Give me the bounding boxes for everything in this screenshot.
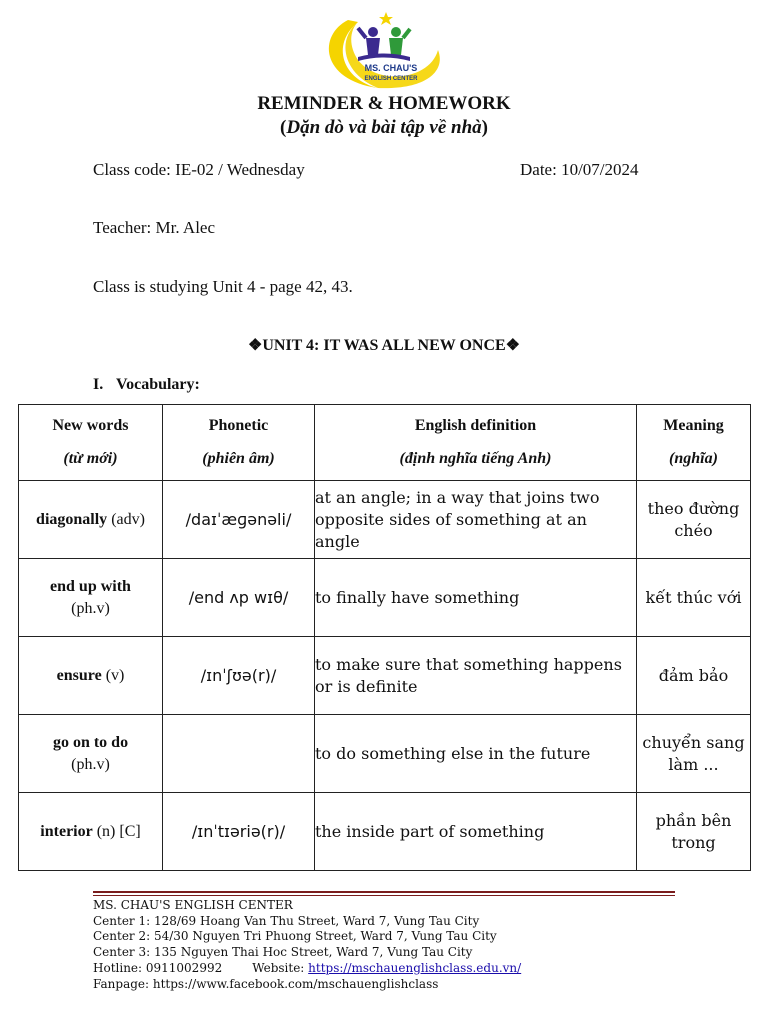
meaning-cell: theo đường chéo [637, 481, 751, 559]
definition-cell: the inside part of something [315, 793, 637, 871]
word-cell [19, 715, 163, 793]
table-row [19, 637, 751, 715]
logo-book-icon [358, 54, 410, 62]
meaning-cell: phần bên trong [637, 793, 751, 871]
footer-contact-line [93, 961, 521, 977]
definition-cell: to finally have something [315, 559, 637, 637]
header-label: English definition [414, 417, 537, 434]
section-number: I. [93, 376, 104, 393]
header-label: New words [52, 417, 129, 434]
phonetic-cell: /end ʌp wɪθ/ [163, 559, 315, 637]
part-of-speech: (ph.v) [71, 599, 110, 617]
subtitle-open-paren: ( [280, 117, 287, 138]
header-sub: (phiên âm) [202, 450, 275, 467]
word-cell [19, 793, 163, 871]
header-label: Meaning [663, 417, 724, 434]
footer-center1: Center 1: 128/69 Hoang Van Thu Street, Ward 7, Vung Tau City [93, 913, 480, 928]
header-sub: (nghĩa) [669, 450, 718, 467]
footer-center3: Center 3: 135 Nguyen Thai Hoc Street, Ward 7, Vung Tau City [93, 945, 473, 960]
logo-text-line2: ENGLISH CENTER [364, 76, 418, 82]
phonetic-cell: /ɪnˈʃʊə(r)/ [163, 637, 315, 715]
phonetic-cell: /ɪnˈtɪəriə(r)/ [163, 793, 315, 871]
footer-divider-thin [93, 895, 675, 896]
subtitle-vietnamese: Dặn dò và bài tập về nhà [286, 117, 482, 138]
website-link[interactable]: https://mschauenglishclass.edu.vn/ [308, 960, 522, 975]
word: go on to do [52, 733, 129, 751]
header-sub: (định nghĩa tiếng Anh) [399, 450, 552, 467]
header-label: Phonetic [208, 417, 269, 434]
section-heading [93, 375, 200, 395]
header-definition [315, 405, 637, 481]
meaning-cell: kết thúc với [637, 559, 751, 637]
part-of-speech: (ph.v) [71, 755, 110, 773]
footer-fanpage: Fanpage: https://www.facebook.com/mschauenglishclass [93, 976, 439, 991]
subtitle-close-paren: ) [481, 117, 488, 138]
word-cell [19, 559, 163, 637]
meaning-cell: đảm bảo [637, 637, 751, 715]
footer-center-name: MS. CHAU'S ENGLISH CENTER [93, 898, 293, 912]
word: interior [40, 822, 93, 840]
footer-divider [93, 891, 675, 893]
header-new-words [19, 405, 163, 481]
definition-cell: at an angle; in a way that joins two opposite sides of something at an angle [315, 481, 637, 559]
word: ensure [56, 666, 102, 684]
table-row [19, 793, 751, 871]
vocabulary-table [18, 404, 751, 871]
definition-cell: to make sure that something happens or is definite [315, 637, 637, 715]
footer-hotline: Hotline: 0911002992 [93, 960, 223, 975]
table-row [19, 481, 751, 559]
teacher: Teacher: Mr. Alec [93, 218, 216, 237]
header-sub: (từ mới) [63, 450, 118, 467]
part-of-speech: (v) [105, 666, 125, 684]
page-title: REMINDER & HOMEWORK [257, 93, 511, 114]
date: Date: 10/07/2024 [520, 160, 639, 179]
logo-text-line1: MS. CHAU'S [364, 63, 418, 73]
center-logo [318, 10, 452, 90]
footer-website-label: Website: [252, 960, 305, 975]
unit-heading: ❖UNIT 4: IT WAS ALL NEW ONCE❖ [247, 337, 521, 354]
logo-figure-purple [358, 27, 380, 55]
header-meaning [637, 405, 751, 481]
part-of-speech: (n) [C] [96, 822, 141, 840]
definition-cell: to do something else in the future [315, 715, 637, 793]
word-cell [19, 481, 163, 559]
class-code: Class code: IE-02 / Wednesday [93, 160, 305, 179]
logo-figure-green [389, 27, 410, 55]
studying-unit: Class is studying Unit 4 - page 42, 43. [93, 277, 353, 296]
footer-center2: Center 2: 54/30 Nguyen Tri Phuong Street, Ward 7, Vung Tau City [93, 929, 497, 944]
table-header-row [19, 405, 751, 481]
table-row [19, 559, 751, 637]
part-of-speech: (adv) [111, 510, 145, 528]
table-row [19, 715, 751, 793]
page-subtitle [0, 116, 768, 140]
word: diagonally [36, 510, 108, 528]
phonetic-cell: /daɪˈæɡənəli/ [163, 481, 315, 559]
header-phonetic [163, 405, 315, 481]
logo-star-icon [379, 12, 393, 25]
meaning-cell: chuyển sang làm ... [637, 715, 751, 793]
footer [93, 898, 521, 992]
section-label: Vocabulary: [116, 376, 200, 393]
phonetic-cell [163, 715, 315, 793]
word-cell [19, 637, 163, 715]
word: end up with [50, 577, 131, 595]
